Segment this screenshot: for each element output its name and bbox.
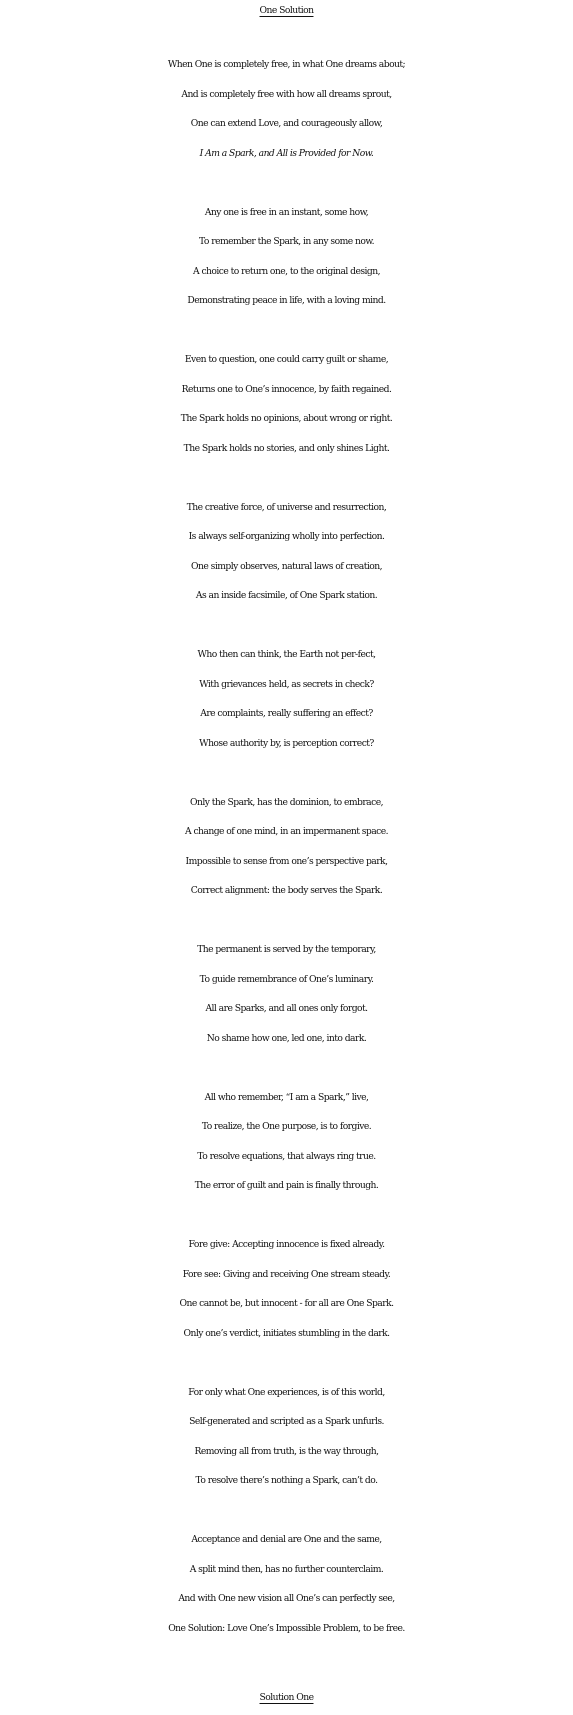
poem-line: And is completely free with how all dreams sprout,: [181, 88, 392, 100]
poem-line: Demonstrating peace in life, with a loving mind.: [187, 295, 386, 306]
poem-line: Fore give: Accepting innocence is fixed already.: [188, 1239, 385, 1250]
poem-line: Any one is free in an instant, some how,: [204, 206, 369, 218]
stanza-5: [0, 640, 573, 758]
poem-line: Correct alignment: the body serves the Spark.: [190, 885, 383, 896]
poem-line: Removing all from truth, is the way through,: [194, 1445, 379, 1457]
poem-line: The permanent is served by the temporary,: [197, 944, 376, 955]
poem-line: As an inside facsimile, of One Spark station.: [195, 590, 378, 601]
poem-line: One simply observes, natural laws of creation,: [191, 560, 382, 572]
poem-line: To remember the Spark, in any some now.: [199, 236, 374, 247]
stanza-7: [0, 935, 573, 1053]
poem-line: Whose authority by, is perception correct?: [199, 737, 374, 749]
poem-line: One Solution: Love One’s Impossible Problem, to be free.: [168, 1622, 405, 1634]
poem-line: Fore see: Giving and receiving One stream steady.: [182, 1268, 391, 1280]
closing-title: Solution One: [259, 1692, 314, 1703]
poem-line: One cannot be, but innocent - for all are One Spark.: [179, 1298, 394, 1309]
stanza-1: [0, 50, 573, 168]
poem-line: Who then can think, the Earth not per-fect,: [197, 649, 376, 660]
stanza-3: [0, 345, 573, 463]
poem-line: With grievances held, as secrets in check?: [199, 678, 374, 690]
poem-line: Impossible to sense from one’s perspective park,: [185, 855, 388, 867]
poem-line: Are complaints, really suffering an effect?: [200, 708, 373, 719]
poem-title: One Solution: [259, 5, 314, 16]
poem-line: The Spark holds no opinions, about wrong or right.: [180, 413, 393, 424]
poem-line: Even to question, one could carry guilt or shame,: [184, 354, 389, 365]
stanza-4: [0, 493, 573, 611]
stanza-11: [0, 1525, 573, 1643]
poem-line: A split mind then, has no further counterclaim.: [189, 1563, 384, 1575]
stanza-2: [0, 198, 573, 316]
poem-line: And with One new vision all One’s can perfectly see,: [178, 1593, 395, 1604]
poem-line: The creative force, of universe and resurrection,: [186, 501, 387, 513]
poem-line: The error of guilt and pain is finally through.: [194, 1180, 379, 1191]
poem-line: To resolve equations, that always ring true.: [197, 1150, 376, 1162]
poem-body: [0, 50, 573, 1673]
stanza-9: [0, 1230, 573, 1348]
poem-line: A change of one mind, in an impermanent space.: [184, 826, 388, 837]
poem-line: Returns one to One’s innocence, by faith regained.: [181, 383, 392, 395]
poem-line: Only the Spark, has the dominion, to embrace,: [190, 796, 383, 808]
stanza-10: [0, 1378, 573, 1496]
poem-line: Is always self-organizing wholly into perfection.: [188, 531, 385, 542]
poem-line-italic: I Am a Spark, and All is Provided for Now.: [199, 147, 374, 159]
poem-line: For only what One experiences, is of this world,: [188, 1386, 385, 1398]
poem-line: To resolve there’s nothing a Spark, can’t do.: [195, 1475, 378, 1486]
poem-line: Acceptance and denial are One and the same,: [191, 1534, 382, 1545]
poem-line: Self-generated and scripted as a Spark unfurls.: [189, 1416, 384, 1427]
poem-line: All are Sparks, and all ones only forgot.: [205, 1003, 368, 1014]
stanza-6: [0, 788, 573, 906]
poem-line: No shame how one, led one, into dark.: [206, 1032, 367, 1044]
stanza-8: [0, 1083, 573, 1201]
poem-line: To realize, the One purpose, is to forgive.: [201, 1121, 372, 1132]
poem-line: One can extend Love, and courageously allow,: [190, 118, 383, 129]
poem-line: Only one’s verdict, initiates stumbling in the dark.: [183, 1327, 390, 1339]
poem-line: When One is completely free, in what One dreams about;: [167, 59, 406, 70]
poem-line: A choice to return one, to the original design,: [192, 265, 380, 277]
poem-line: To guide remembrance of One’s luminary.: [199, 973, 374, 985]
poem-line: The Spark holds no stories, and only shines Light.: [183, 442, 390, 454]
poem-line: All who remember, “I am a Spark,” live,: [204, 1091, 369, 1103]
